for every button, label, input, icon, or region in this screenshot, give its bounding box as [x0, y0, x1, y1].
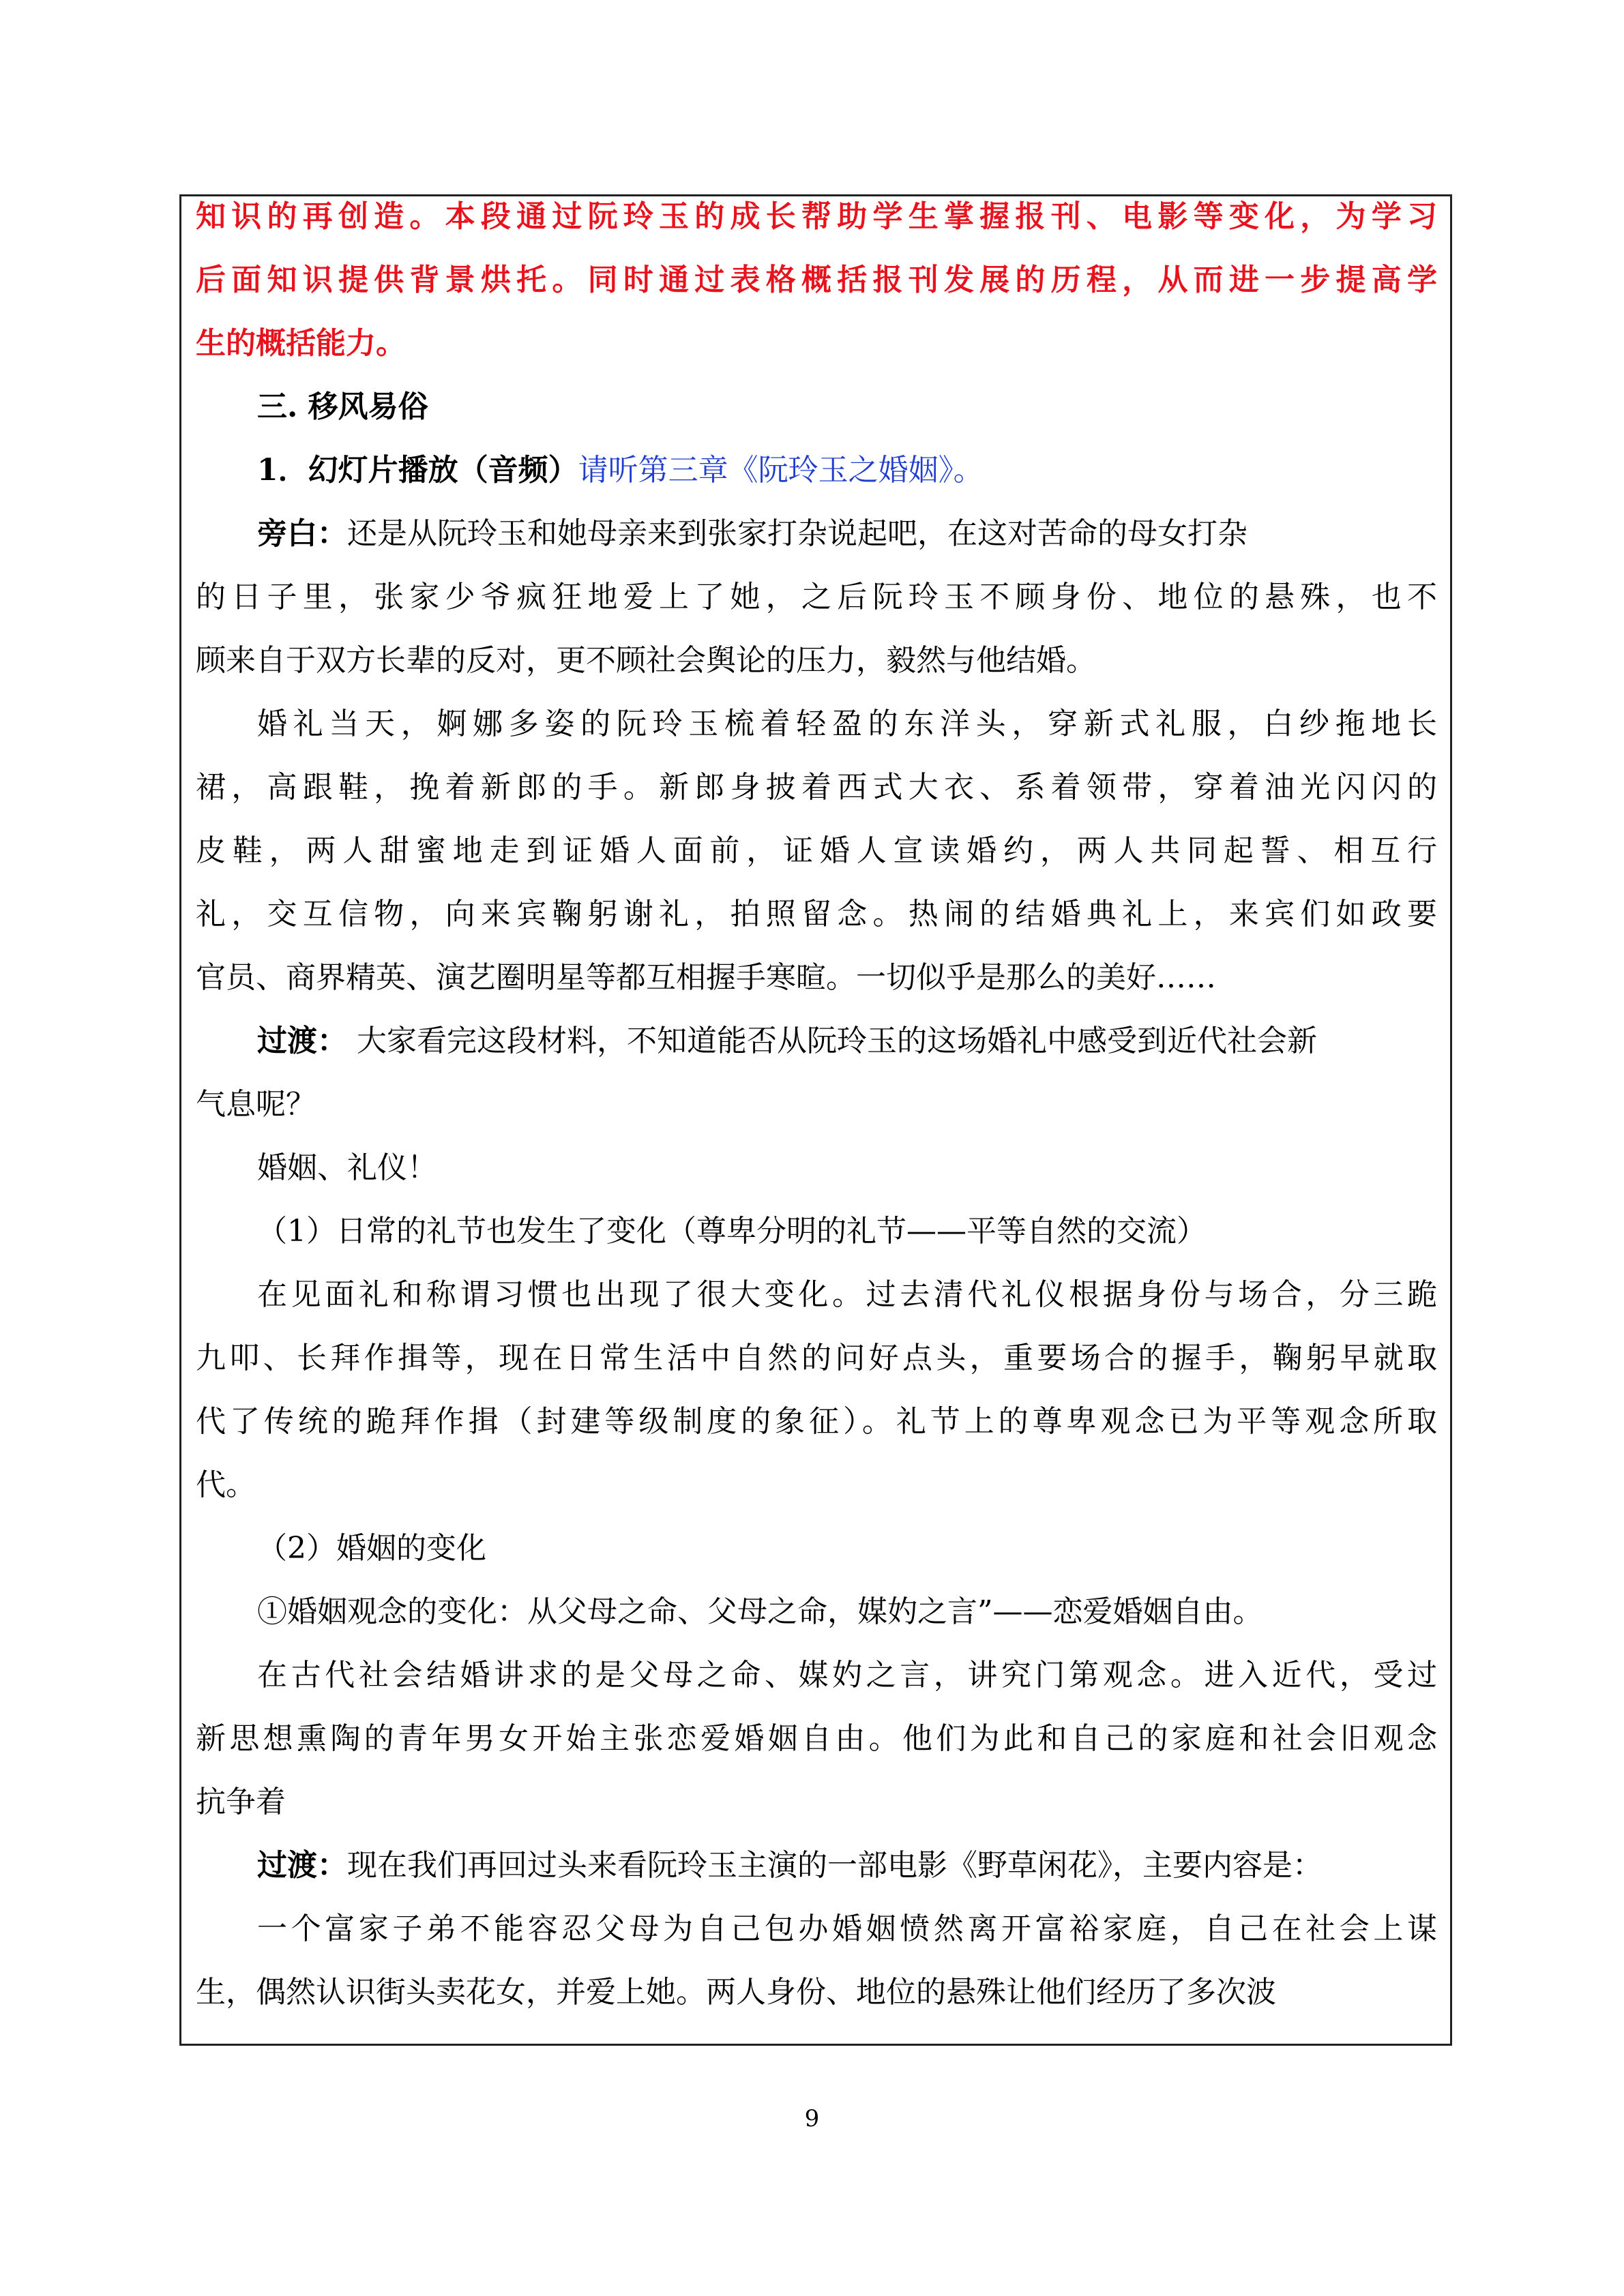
etiquette-line-3: 代了传统的跪拜作揖（封建等级制度的象征）。礼节上的尊卑观念已为平等观念所取	[196, 1404, 1437, 1439]
narration-line-3: 顾来自于双方长辈的反对，更不顾社会舆论的压力，毅然与他结婚。	[196, 643, 1096, 678]
narration-label: 旁白：	[257, 516, 347, 551]
red-text-line-3: 生的概括能力。	[196, 326, 406, 361]
film-transition-label: 过渡：	[257, 1848, 347, 1883]
ancient-marriage-line-2: 新思想熏陶的青年男女开始主张恋爱婚姻自由。他们为此和自己的家庭和社会旧观念	[196, 1721, 1437, 1756]
page-number: 9	[804, 2105, 820, 2132]
narration-line-1	[257, 515, 1437, 553]
step-1-line	[257, 451, 1437, 490]
red-text-line-2: 后面知识提供背景烘托。同时通过表格概括报刊发展的历程，从而进一步提高学	[196, 263, 1437, 297]
point-1-heading: （1）日常的礼节也发生了变化（尊卑分明的礼节——平等自然的交流）	[257, 1214, 1207, 1249]
point-2-heading: （2）婚姻的变化	[257, 1531, 486, 1566]
ancient-marriage-line-3: 抗争着	[196, 1785, 286, 1819]
wedding-line-1: 婚礼当天，婀娜多姿的阮玲玉梳着轻盈的东洋头，穿新式礼服，白纱拖地长	[257, 706, 1437, 741]
etiquette-line-4: 代。	[196, 1467, 256, 1502]
narration-text: 还是从阮玲玉和她母亲来到张家打杂说起吧，在这对苦命的母女打杂	[347, 516, 1247, 551]
wedding-line-5: 官员、商界精英、演艺圈明星等都互相握手寒暄。一切似乎是那么的美好……	[196, 960, 1216, 995]
film-transition-text: 现在我们再回过头来看阮玲玉主演的一部电影《野草闲花》，主要内容是：	[347, 1848, 1323, 1883]
wedding-line-4: 礼，交互信物，向来宾鞠躬谢礼，拍照留念。热闹的结婚典礼上，来宾们如政要	[196, 897, 1437, 931]
film-plot-line-1: 一个富家子弟不能容忍父母为自己包办婚姻愤然离开富裕家庭，自己在社会上谋	[257, 1911, 1437, 1946]
transition-line-2: 气息呢？	[196, 1087, 316, 1122]
section-heading: 三. 移风易俗	[257, 389, 428, 424]
step-1-audio-title: 请听第三章《阮玲玉之婚姻》。	[578, 453, 984, 488]
red-text-line-1: 知识的再创造。本段通过阮玲玉的成长帮助学生掌握报刊、电影等变化，为学习	[196, 199, 1437, 234]
etiquette-line-2: 九叩、长拜作揖等，现在日常生活中自然的问好点头，重要场合的握手，鞠躬早就取	[196, 1341, 1437, 1375]
wedding-line-3: 皮鞋，两人甜蜜地走到证婚人面前，证婚人宣读婚约，两人共同起誓、相互行	[196, 833, 1437, 868]
step-1-label: 1．幻灯片播放（音频）	[257, 453, 578, 488]
concept-change-line: ①婚姻观念的变化：从父母之命、父母之命，媒妁之言”——恋爱婚姻自由。	[257, 1594, 1263, 1629]
transition-line-1	[257, 1022, 1437, 1060]
film-transition-line-1	[257, 1847, 1437, 1885]
marriage-etiquette-line: 婚姻、礼仪！	[257, 1150, 437, 1185]
transition-label: 过渡：	[257, 1024, 347, 1058]
film-plot-line-2: 生，偶然认识街头卖花女，并爱上她。两人身份、地位的悬殊让他们经历了多次波	[196, 1975, 1276, 2010]
wedding-line-2: 裙，高跟鞋，挽着新郎的手。新郎身披着西式大衣、系着领带，穿着油光闪闪的	[196, 770, 1437, 805]
etiquette-line-1: 在见面礼和称谓习惯也出现了很大变化。过去清代礼仪根据身份与场合，分三跪	[257, 1277, 1437, 1312]
transition-text: 大家看完这段材料，不知道能否从阮玲玉的这场婚礼中感受到近代社会新	[347, 1024, 1317, 1058]
ancient-marriage-line-1: 在古代社会结婚讲求的是父母之命、媒妁之言，讲究门第观念。进入近代，受过	[257, 1658, 1437, 1693]
narration-line-2: 的日子里，张家少爷疯狂地爱上了她，之后阮玲玉不顾身份、地位的悬殊，也不	[196, 580, 1437, 614]
